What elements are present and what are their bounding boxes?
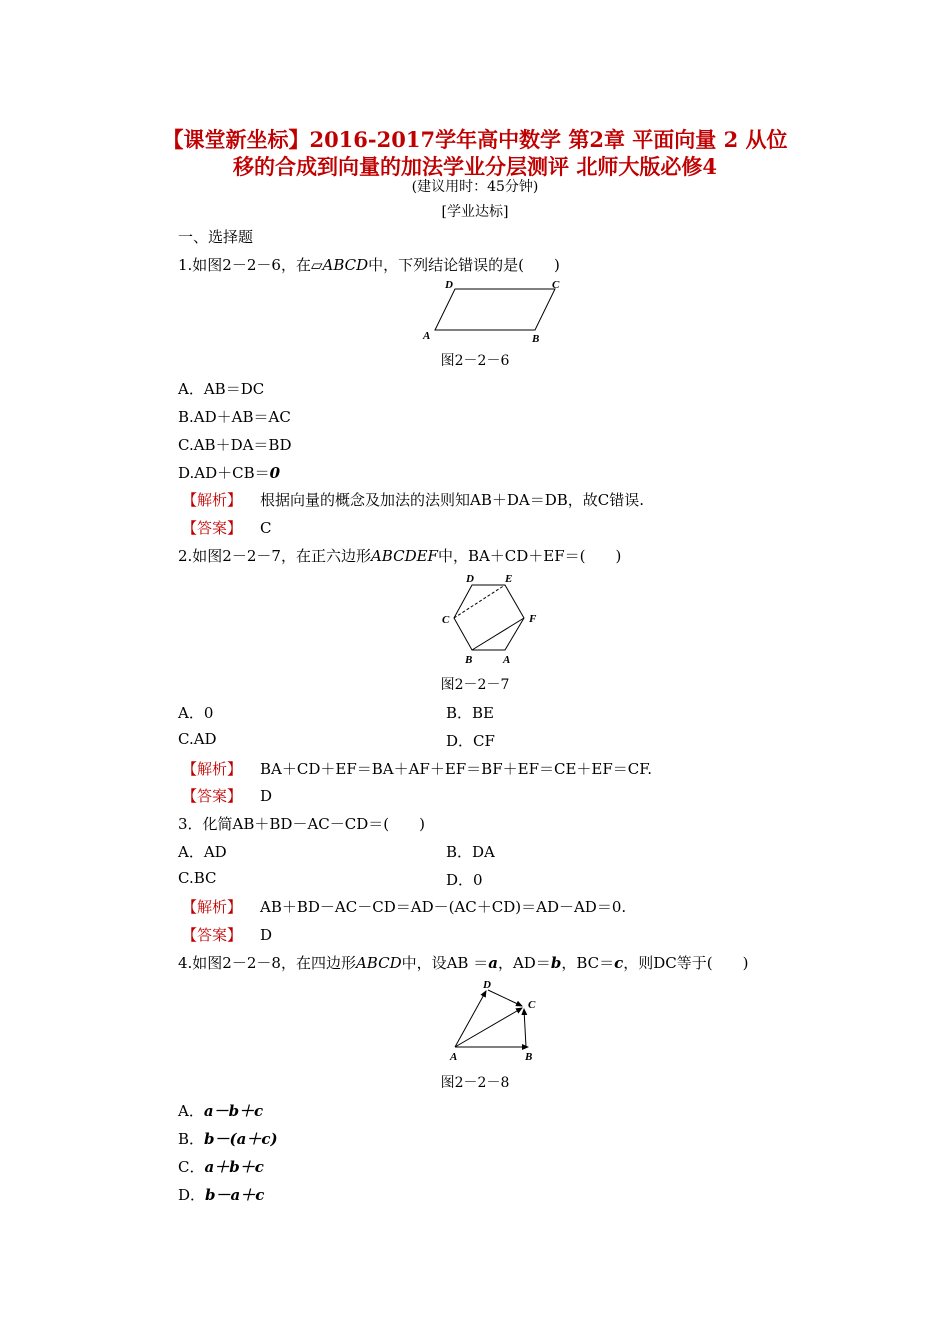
label-C: C <box>528 999 536 1011</box>
hexagon-shape <box>454 585 524 650</box>
label-D: D <box>466 573 474 585</box>
q4-option-A <box>178 1100 263 1121</box>
q2-stem-post: 中，BA＋CD＋EF＝( ) <box>437 547 622 565</box>
q3-option-D: D．0 <box>446 871 483 889</box>
q3-answer <box>182 924 272 945</box>
q4-option-A-expr: a－b＋c <box>203 1102 264 1120</box>
document-title-line2: 移的合成到向量的加法学业分层测评 北师大版必修4 <box>233 154 717 179</box>
figure-2-2-7-hexagon <box>435 570 550 670</box>
label-F: F <box>529 613 537 625</box>
q4-option-C <box>178 1156 264 1177</box>
q3-analysis-text: AB＋BD－AC－CD＝AD－(AC＋CD)＝AD－AD＝0. <box>260 898 627 916</box>
label-B: B <box>465 654 473 666</box>
q1-answer-text: C <box>260 519 272 537</box>
question-1-stem <box>178 254 560 275</box>
answer-tag: 【答案】 <box>182 519 243 537</box>
label-D: D <box>445 279 453 291</box>
answer-tag: 【答案】 <box>182 787 243 805</box>
section-label: [学业达标] <box>441 204 509 220</box>
label-A: A <box>423 330 431 342</box>
q2-option-C: C.AD <box>178 730 217 748</box>
figure-caption-2-2-6: 图2－2－6 <box>440 353 510 369</box>
q1-option-D-text: D.AD＋CB＝ <box>178 464 270 482</box>
q4-option-D-label: D． <box>178 1186 206 1204</box>
q3-option-A: A．AD <box>178 843 227 861</box>
q3-option-B: B．DA <box>446 843 495 861</box>
q2-answer <box>182 785 272 806</box>
vector-BC <box>524 1009 526 1047</box>
q4-option-C-expr: a＋b＋c <box>204 1158 264 1176</box>
question-3-stem: 3．化简AB＋BD－AC－CD＝( ) <box>178 815 425 833</box>
q2-answer-text: D <box>260 787 273 805</box>
document-title-line1: 【课堂新坐标】2016-2017学年高中数学 第2章 平面向量 2 从位 <box>162 127 788 152</box>
q3-analysis <box>182 896 626 917</box>
q4-option-A-label: A． <box>178 1102 204 1120</box>
question-4-stem <box>178 952 748 973</box>
q1-analysis-text: 根据向量的概念及加法的法则知AB＋DA＝DB，故C错误. <box>260 491 645 509</box>
q4-option-D-expr: b－a＋c <box>205 1186 265 1204</box>
q4-stem-italic: ABCD <box>355 954 402 972</box>
q4-option-D <box>178 1184 264 1205</box>
zero-vector: 0 <box>269 464 281 482</box>
q2-analysis-text: BA＋CD＋EF＝BA＋AF＋EF＝BF＋EF＝CE＋EF＝CF. <box>260 760 653 778</box>
vector-AD <box>455 991 486 1047</box>
analysis-tag: 【解析】 <box>182 760 243 778</box>
q1-stem-post: 中，下列结论错误的是( ) <box>368 256 560 274</box>
q2-option-B: B．BE <box>446 704 494 722</box>
analysis-tag: 【解析】 <box>182 898 243 916</box>
vector-c: c <box>614 954 624 972</box>
question-2-stem <box>178 545 621 566</box>
q1-answer <box>182 517 272 538</box>
q2-option-A: A．0 <box>178 704 214 722</box>
q2-option-D: D．CF <box>446 732 495 750</box>
label-E: E <box>505 573 513 585</box>
label-C: C <box>442 614 450 626</box>
q1-analysis <box>182 489 644 510</box>
q2-analysis <box>182 758 652 779</box>
q1-stem-italic: ABCD <box>322 256 369 274</box>
answer-tag: 【答案】 <box>182 926 243 944</box>
figure-2-2-8-quadrilateral <box>440 976 550 1066</box>
label-A: A <box>450 1051 458 1063</box>
analysis-tag: 【解析】 <box>182 491 243 509</box>
vector-AC <box>455 1008 522 1047</box>
vector-b: b <box>550 954 562 972</box>
q4-option-B <box>178 1128 278 1149</box>
vector-DC <box>488 990 522 1006</box>
q3-option-C: C.BC <box>178 869 217 887</box>
q1-option-A: A．AB＝DC <box>178 380 265 398</box>
time-note: (建议用时：45分钟) <box>411 179 539 195</box>
figure-caption-2-2-7: 图2－2－7 <box>440 677 510 693</box>
parallelogram-shape <box>435 289 555 330</box>
q4-option-B-label: B． <box>178 1130 205 1148</box>
label-B: B <box>532 333 540 345</box>
dashed-line-CE <box>454 585 505 618</box>
q1-option-D <box>178 462 280 483</box>
label-B: B <box>525 1051 533 1063</box>
line-BF <box>472 618 524 650</box>
label-A: A <box>503 654 511 666</box>
q4-stem-4: ，BC＝ <box>561 954 615 972</box>
label-D: D <box>483 979 491 991</box>
q1-option-B: B.AD＋AB＝AC <box>178 408 291 426</box>
q4-option-C-label: C． <box>178 1158 205 1176</box>
q4-stem-1: 4.如图2－2－8，在四边形 <box>178 954 356 972</box>
q4-stem-5: ，则DC等于( ) <box>623 954 749 972</box>
q4-stem-3: ，AD＝ <box>497 954 551 972</box>
q3-answer-text: D <box>260 926 273 944</box>
q4-stem-2: 中，设AB ＝ <box>401 954 489 972</box>
figure-caption-2-2-8: 图2－2－8 <box>440 1075 510 1091</box>
part-label: 一、选择题 <box>178 228 254 246</box>
q2-stem-pre: 2.如图2－2－7，在正六边形 <box>178 547 371 565</box>
q1-stem-pre: 1.如图2－2－6，在▱ <box>178 256 323 274</box>
q2-stem-italic: ABCDEF <box>370 547 438 565</box>
vector-a: a <box>488 954 498 972</box>
q4-option-B-expr: b－(a＋c) <box>204 1130 278 1148</box>
q1-option-C: C.AB＋DA＝BD <box>178 436 292 454</box>
figure-2-2-6-parallelogram <box>415 276 575 346</box>
label-C: C <box>552 279 560 291</box>
